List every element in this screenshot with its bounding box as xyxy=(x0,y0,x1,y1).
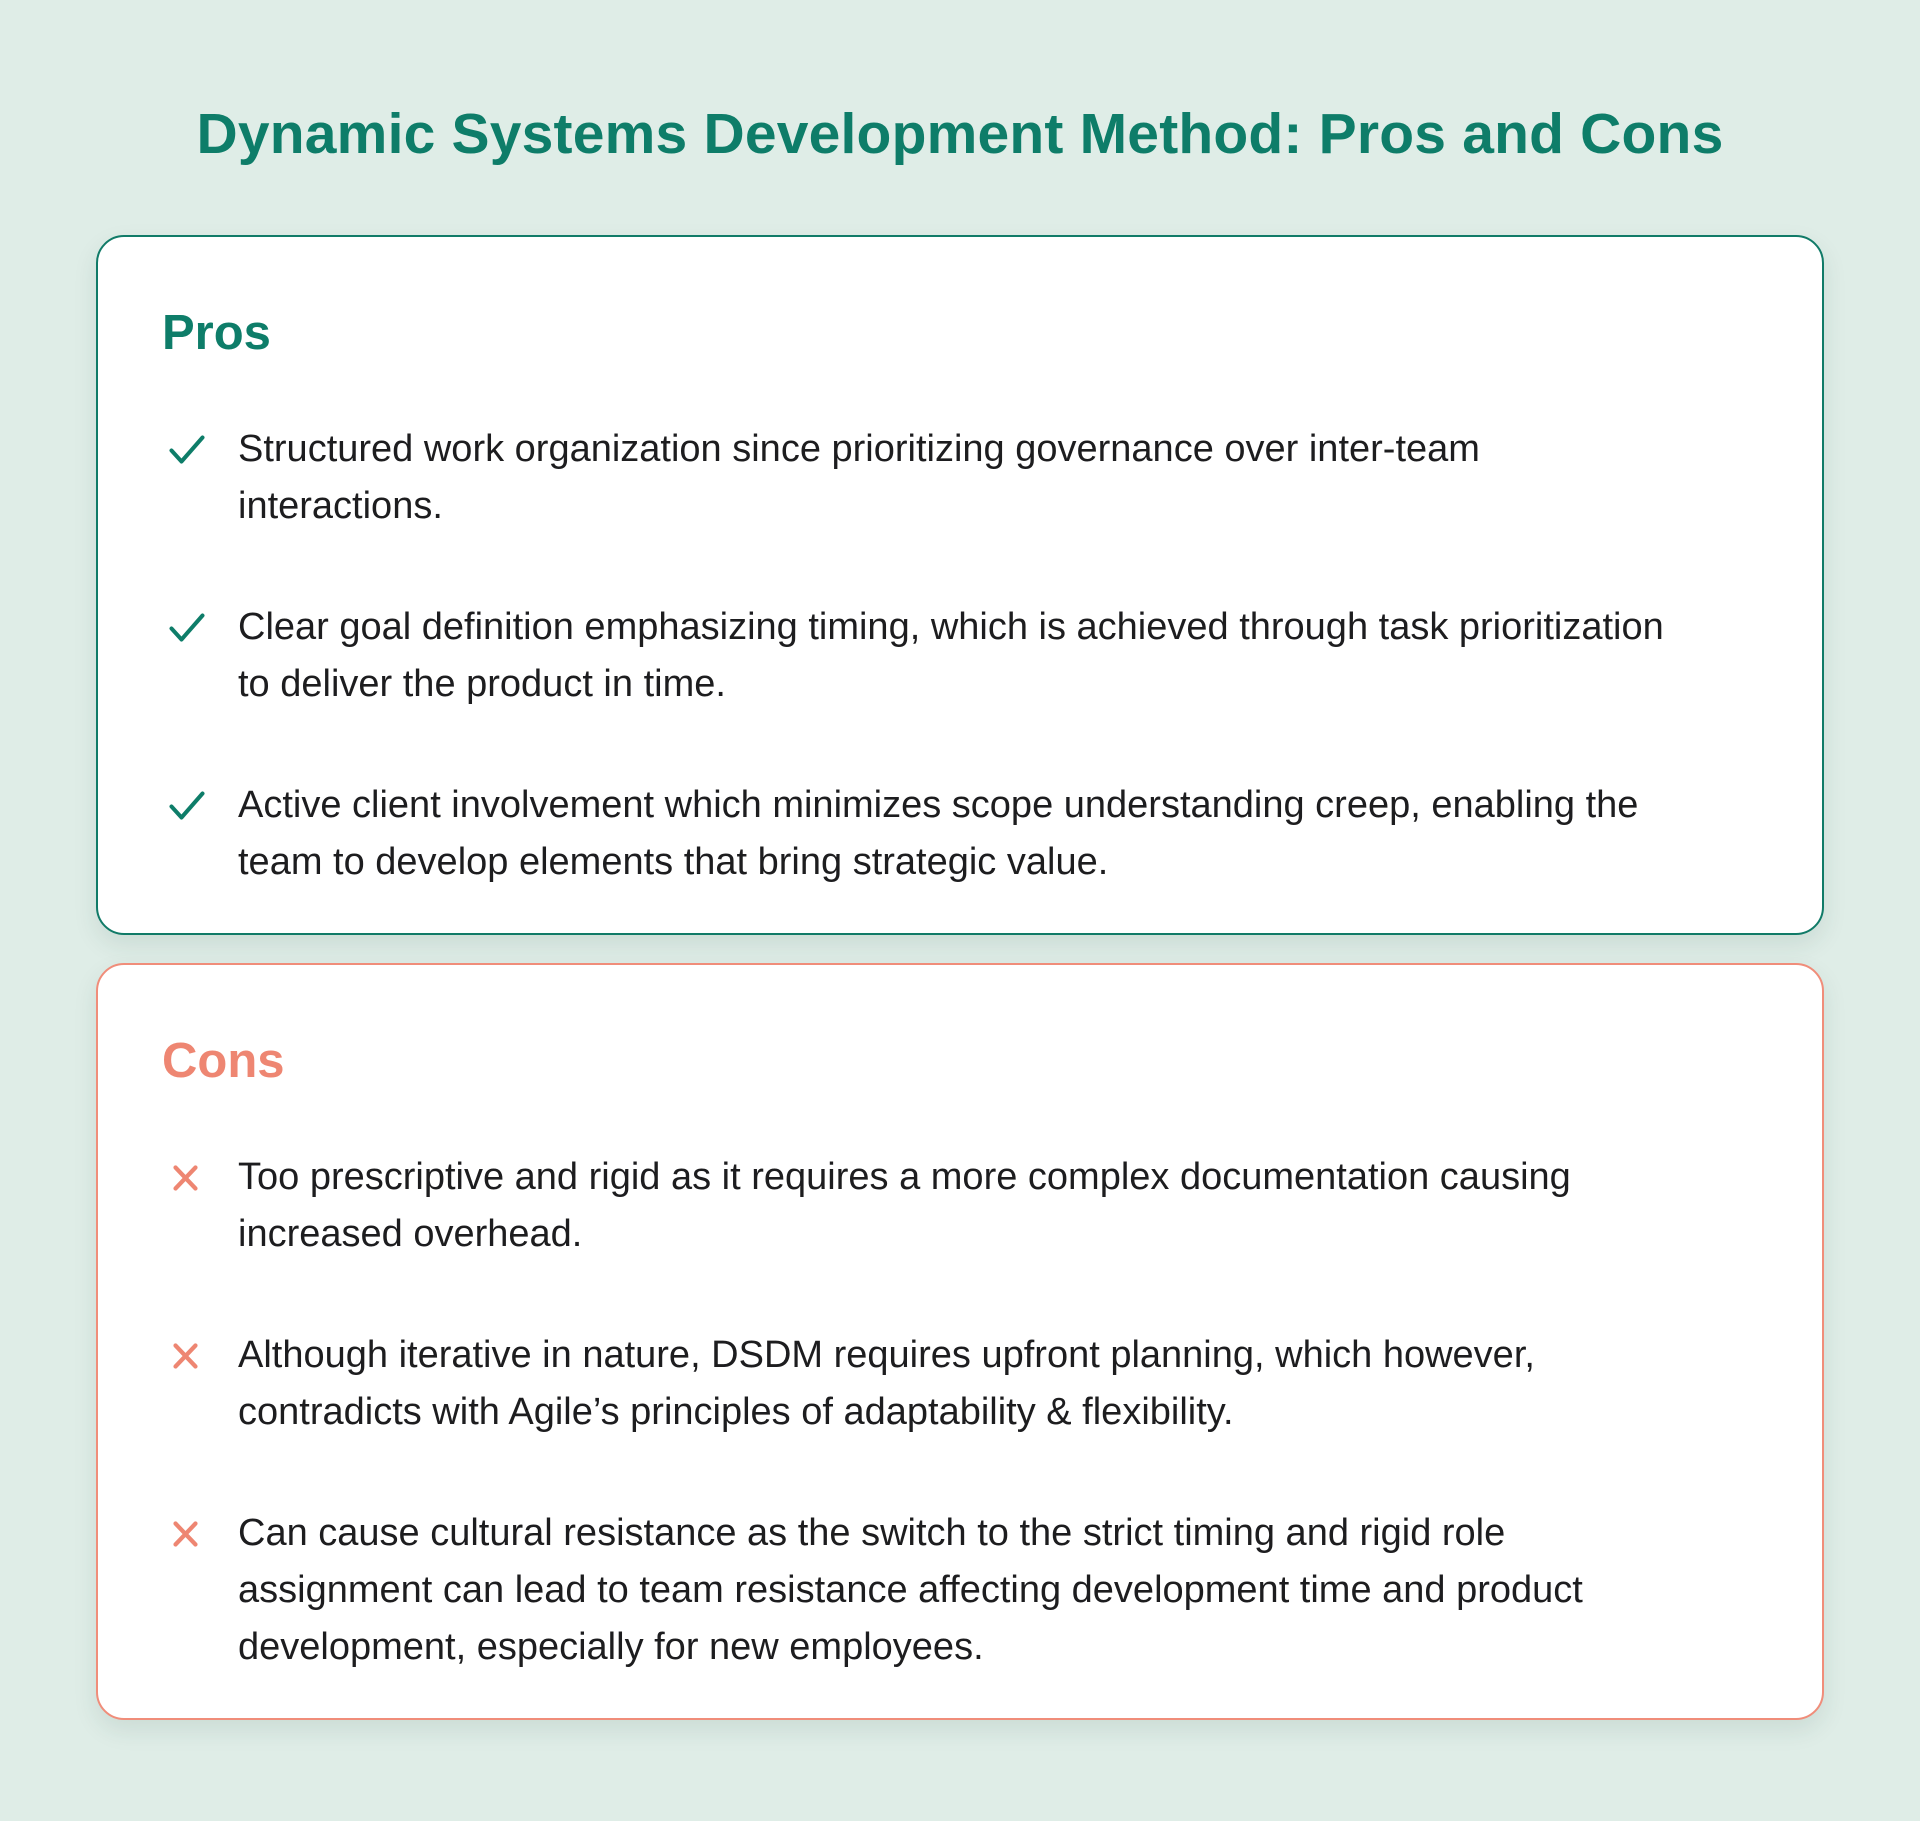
pros-heading: Pros xyxy=(162,305,271,360)
list-item xyxy=(162,1327,1758,1441)
page-title: Dynamic Systems Development Method: Pros and Cons xyxy=(196,102,1724,166)
cards-container xyxy=(96,235,1824,1720)
x-icon xyxy=(162,1327,238,1370)
list-item xyxy=(162,1149,1758,1263)
cons-card xyxy=(96,963,1824,1720)
cons-list xyxy=(162,1149,1758,1676)
check-icon xyxy=(162,421,238,467)
pros-item-text: Active client involvement which minimizes scope understanding creep, enabling the team to develop elements that bring strategic value. xyxy=(238,783,1639,883)
x-icon xyxy=(162,1505,238,1548)
pros-list xyxy=(162,421,1758,891)
pros-card xyxy=(96,235,1824,935)
check-icon xyxy=(162,599,238,645)
cons-item-text: Can cause cultural resistance as the switch to the strict timing and rigid role assignment can lead to team resistance affecting development time and product development, especially for new employees. xyxy=(238,1511,1583,1668)
pros-item-text: Clear goal definition emphasizing timing, which is achieved through task prioritization to deliver the product in time. xyxy=(238,605,1664,705)
cons-heading: Cons xyxy=(162,1033,285,1088)
list-item xyxy=(162,777,1758,891)
list-item xyxy=(162,421,1758,535)
cons-item-text: Too prescriptive and rigid as it requires a more complex documentation causing increased overhead. xyxy=(238,1155,1571,1255)
pros-item-text: Structured work organization since prioritizing governance over inter-team interactions. xyxy=(238,427,1480,527)
list-item xyxy=(162,1505,1758,1676)
cons-item-text: Although iterative in nature, DSDM requires upfront planning, which however, contradicts with Agile’s principles of adaptability & flexibility. xyxy=(238,1333,1535,1433)
x-icon xyxy=(162,1149,238,1192)
list-item xyxy=(162,599,1758,713)
check-icon xyxy=(162,777,238,823)
